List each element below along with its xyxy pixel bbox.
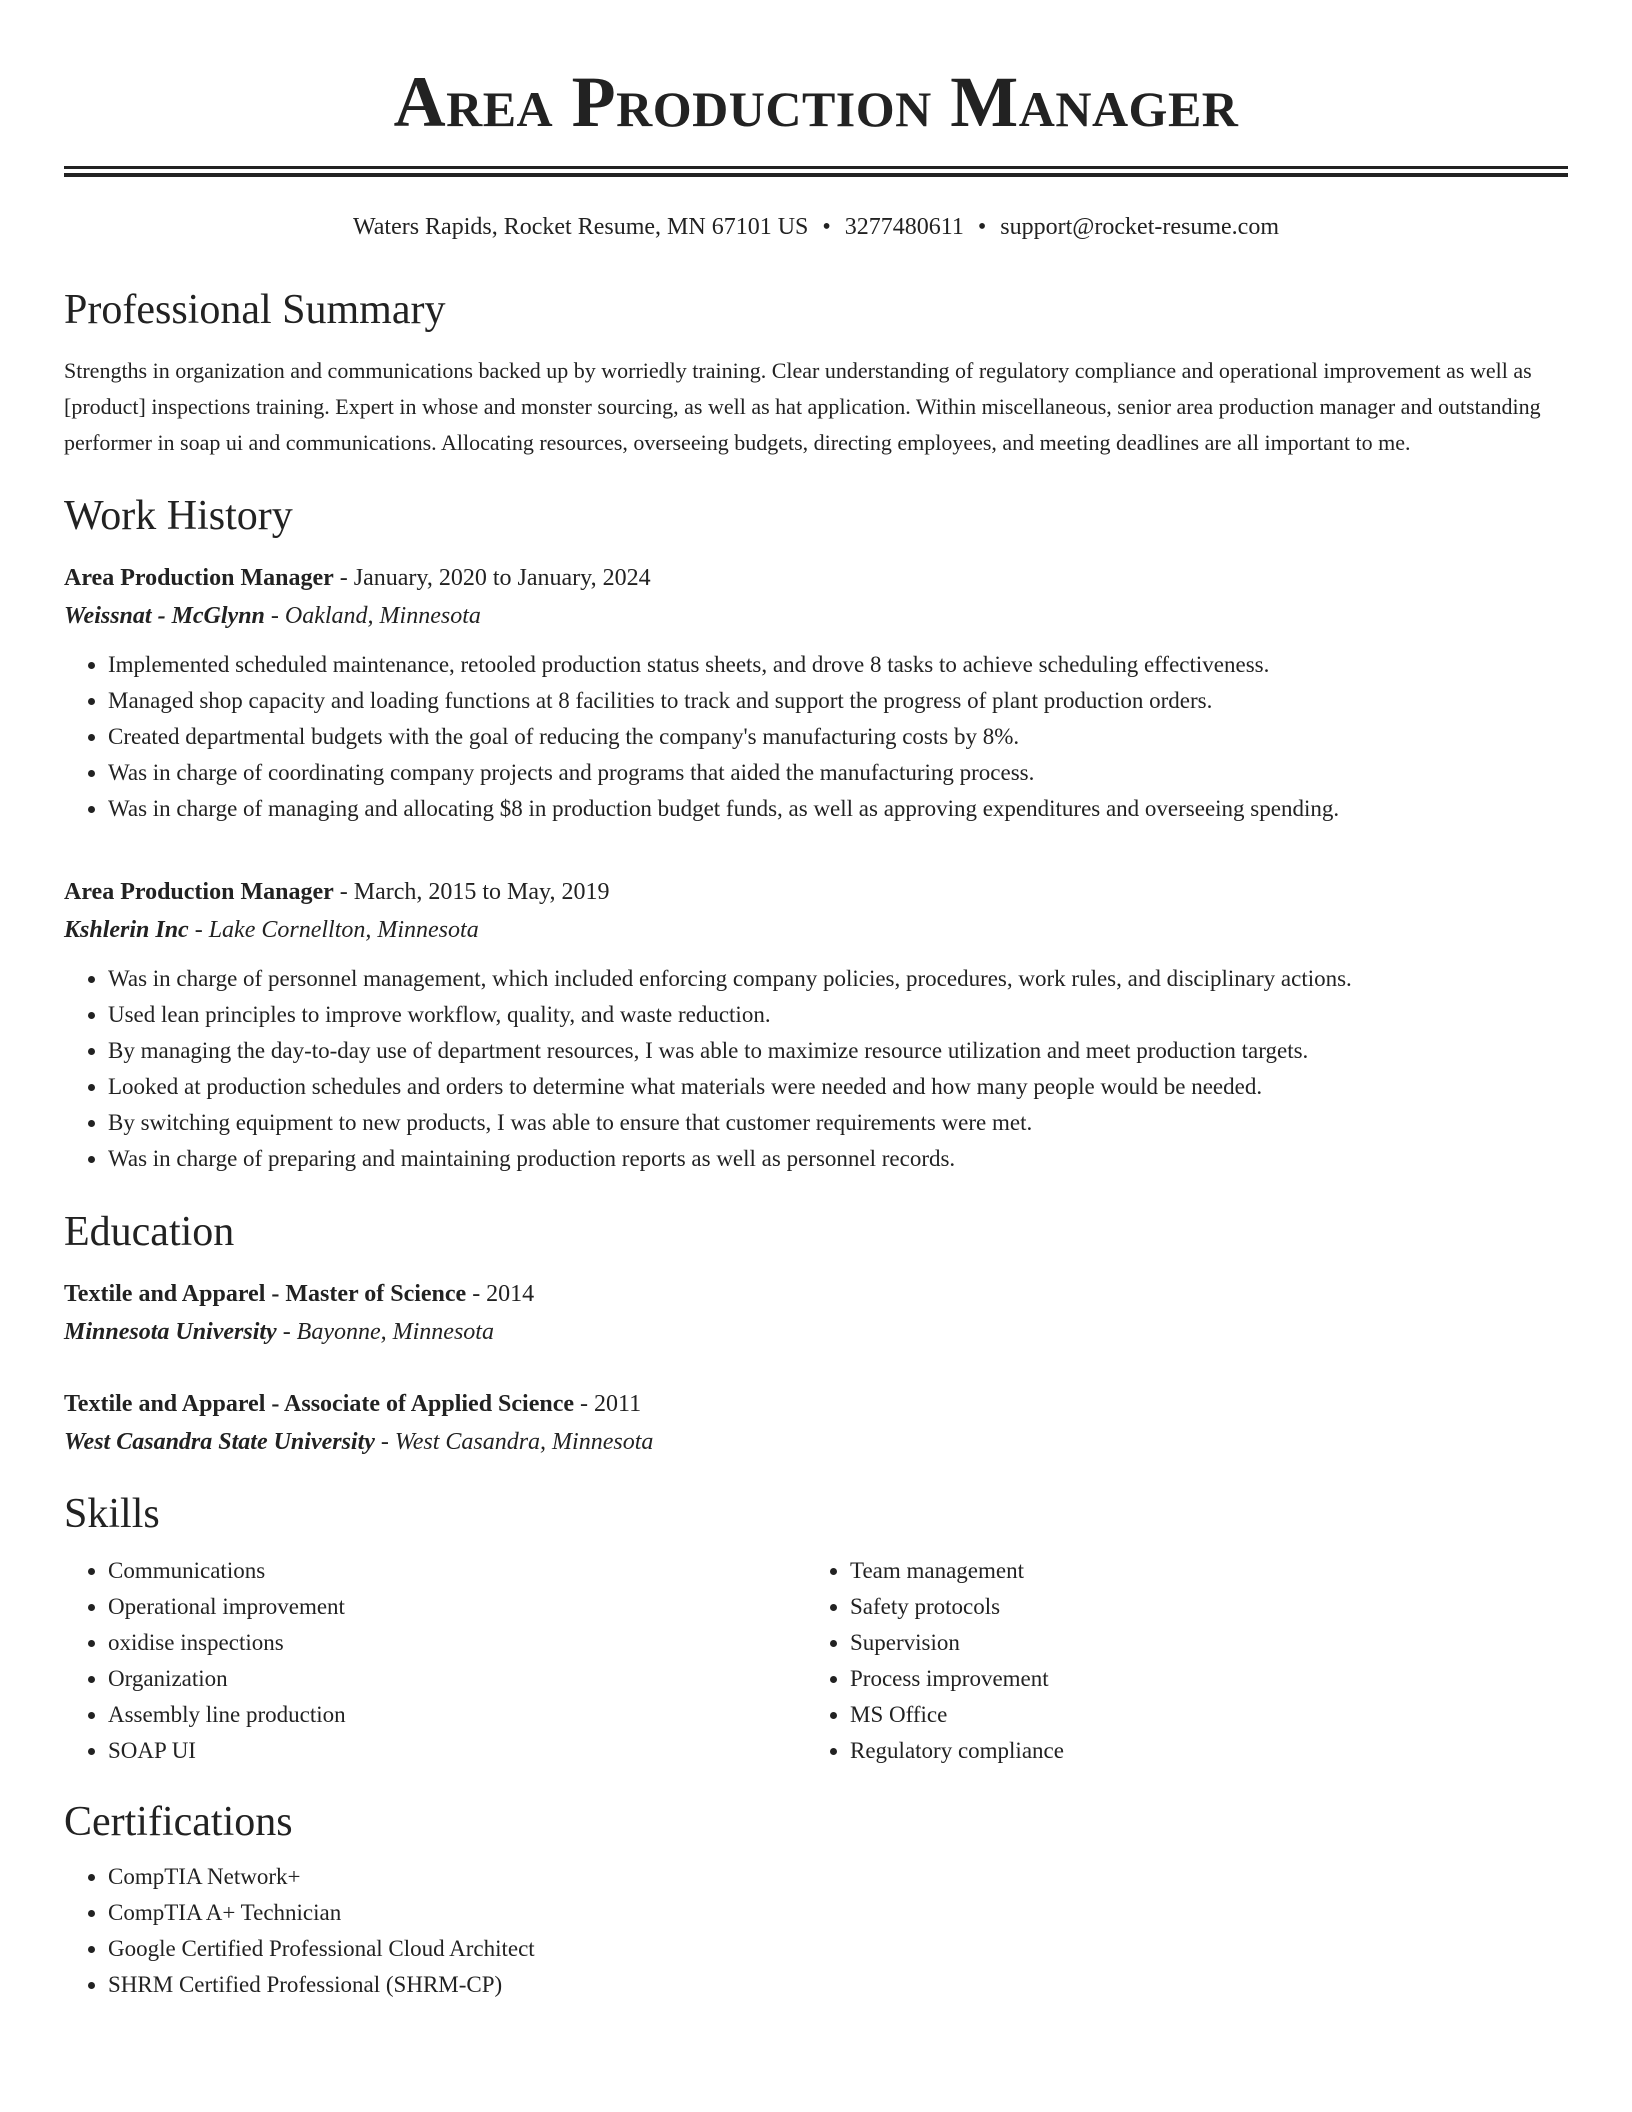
skill-item: • Safety protocols xyxy=(850,1589,1548,1625)
work-history-heading: Work History xyxy=(64,493,293,539)
school-name: West Casandra State University xyxy=(64,1429,375,1455)
job-location: - Lake Cornellton, Minnesota xyxy=(188,917,479,943)
contact-email: support@rocket-resume.com xyxy=(1000,214,1279,240)
school-location: - West Casandra, Minnesota xyxy=(374,1429,654,1455)
job-dates: - March, 2015 to May, 2019 xyxy=(333,879,610,905)
job-company: Kshlerin Inc xyxy=(64,917,189,943)
skills-heading: Skills xyxy=(64,1491,160,1537)
summary-heading: Professional Summary xyxy=(64,287,446,333)
skill-item: • oxidise inspections xyxy=(108,1625,806,1661)
school-name: Minnesota University xyxy=(64,1319,277,1345)
degree-year: - 2011 xyxy=(574,1391,642,1417)
skill-item: • Assembly line production xyxy=(108,1697,806,1733)
job-bullet: • Was in charge of managing and allocating $8 in production budget funds, as well as approving expenditures and overseeing spending. xyxy=(108,791,1568,827)
job-bullet: • Created departmental budgets with the goal of reducing the company's manufacturing costs by 8%. xyxy=(108,719,1568,755)
job-bullet: • Managed shop capacity and loading functions at 8 facilities to track and support the progress of plant production orders. xyxy=(108,683,1568,719)
skill-item: • Process improvement xyxy=(850,1661,1548,1697)
job-company: Weissnat - McGlynn xyxy=(64,603,265,629)
certifications-heading: Certifications xyxy=(64,1799,293,1845)
skills-list-left xyxy=(64,1553,806,1769)
education-heading: Education xyxy=(64,1209,235,1255)
skill-item: • Organization xyxy=(108,1661,806,1697)
summary-text: Strengths in organization and communications backed up by worriedly training. Clear understanding of regulatory compliance and operational improvement as well as [product] inspections training. Expert in whose and monster sourcing, as well as hat application. Within miscellaneous, senior area production manager and outstanding performer in soap ui and communications. Allocating resources, overseeing budgets, directing employees, and meeting deadlines are all important to me. xyxy=(64,358,1541,455)
job-bullet: • Implemented scheduled maintenance, retooled production status sheets, and drove 8 tasks to achieve scheduling effectiveness. xyxy=(108,647,1568,683)
job-bullet: • Was in charge of personnel management, which included enforcing company policies, procedures, work rules, and disciplinary actions. xyxy=(108,961,1568,997)
job-bullet: • Was in charge of preparing and maintaining production reports as well as personnel records. xyxy=(108,1141,1568,1177)
job-entry xyxy=(64,559,1568,827)
degree-name: Textile and Apparel - Master of Science xyxy=(64,1281,467,1307)
contact-address: Waters Rapids, Rocket Resume, MN 67101 US xyxy=(353,214,809,240)
degree-line xyxy=(64,1275,1568,1313)
contact-separator: • xyxy=(822,214,831,240)
degree-name: Textile and Apparel - Associate of Applied Science xyxy=(64,1391,575,1417)
school-location: - Bayonne, Minnesota xyxy=(276,1319,494,1345)
resume-title: Area Production Manager xyxy=(393,62,1239,142)
job-role: Area Production Manager xyxy=(64,565,334,591)
job-company-line xyxy=(64,597,1568,635)
title-divider xyxy=(64,166,1568,177)
job-company-line xyxy=(64,911,1568,949)
skill-item: • Regulatory compliance xyxy=(850,1733,1548,1769)
skill-item: • Supervision xyxy=(850,1625,1548,1661)
job-title-line xyxy=(64,559,1568,597)
degree-year: - 2014 xyxy=(466,1281,535,1307)
job-bullets xyxy=(64,647,1568,827)
job-bullet: • By switching equipment to new products, I was able to ensure that customer requirements were met. xyxy=(108,1105,1568,1141)
certification-item: • CompTIA A+ Technician xyxy=(108,1895,1568,1931)
job-entry xyxy=(64,873,1568,1177)
school-line xyxy=(64,1313,1568,1351)
contact-phone: 3277480611 xyxy=(844,214,964,240)
education-entry xyxy=(64,1385,1568,1461)
job-bullets xyxy=(64,961,1568,1177)
certification-item: • CompTIA Network+ xyxy=(108,1859,1568,1895)
skill-item: • Communications xyxy=(108,1553,806,1589)
contact-separator: • xyxy=(977,214,987,240)
skill-item: • Team management xyxy=(850,1553,1548,1589)
certification-item: • SHRM Certified Professional (SHRM-CP) xyxy=(108,1967,1568,2003)
job-bullet: • Looked at production schedules and orders to determine what materials were needed and how many people would be needed. xyxy=(108,1069,1568,1105)
contact-line xyxy=(64,211,1568,243)
skills-list-right xyxy=(806,1553,1548,1769)
skill-item: • Operational improvement xyxy=(108,1589,806,1625)
job-role: Area Production Manager xyxy=(64,879,334,905)
degree-line xyxy=(64,1385,1568,1423)
job-bullet: • By managing the day-to-day use of department resources, I was able to maximize resource utilization and meet production targets. xyxy=(108,1033,1568,1069)
skills-columns xyxy=(64,1553,1568,1769)
education-entry xyxy=(64,1275,1568,1351)
certification-item: • Google Certified Professional Cloud Architect xyxy=(108,1931,1568,1967)
job-bullet: • Was in charge of coordinating company projects and programs that aided the manufacturing process. xyxy=(108,755,1568,791)
job-location: - Oakland, Minnesota xyxy=(264,603,481,629)
job-bullet: • Used lean principles to improve workflow, quality, and waste reduction. xyxy=(108,997,1568,1033)
job-title-line xyxy=(64,873,1568,911)
job-dates: - January, 2020 to January, 2024 xyxy=(333,565,651,591)
skill-item: • MS Office xyxy=(850,1697,1548,1733)
school-line xyxy=(64,1423,1568,1461)
certifications-list xyxy=(64,1859,1568,2003)
skill-item: • SOAP UI xyxy=(108,1733,806,1769)
